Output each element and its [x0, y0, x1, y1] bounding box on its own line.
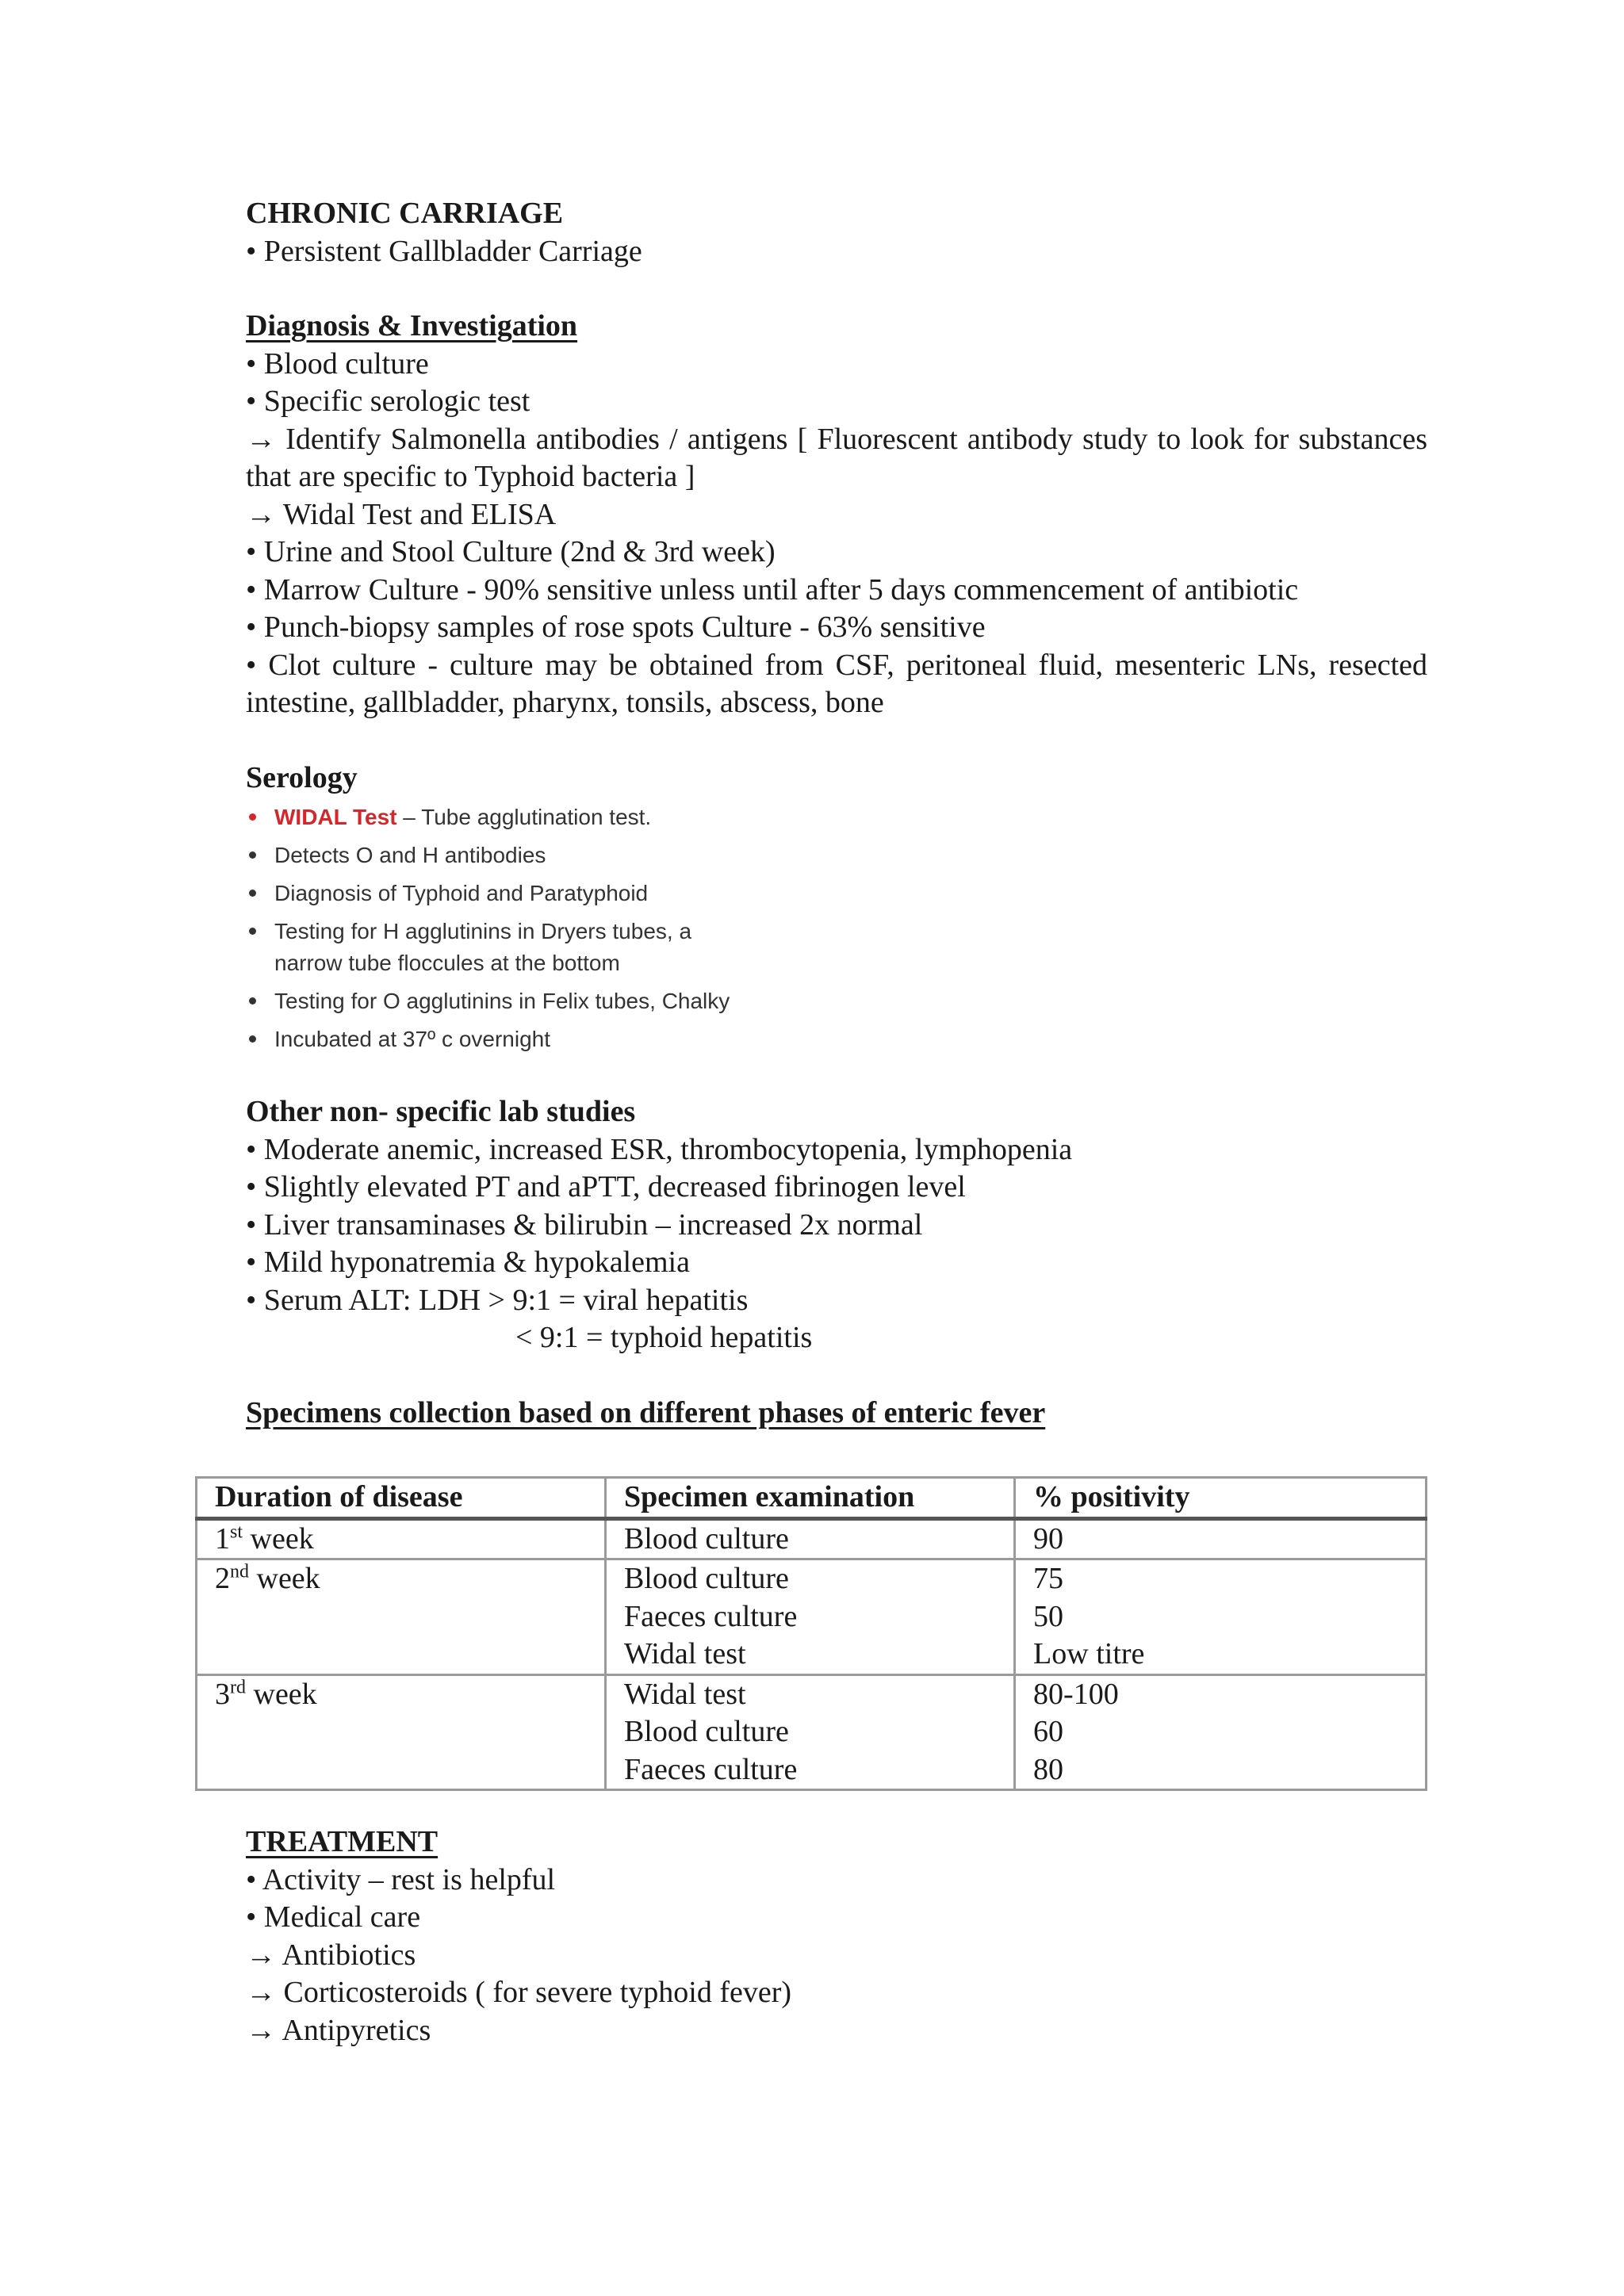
serology-heading: Serology — [246, 760, 358, 794]
widal-test-desc: – Tube agglutination test. — [396, 805, 652, 829]
other-line: • Serum ALT: LDH > 9:1 = viral hepatitis — [246, 1283, 749, 1317]
other-line: • Liver transaminases & bilirubin – increased 2x normal — [246, 1207, 923, 1242]
serology-item: Testing for H agglutinins in Dryers tubes, a narrow tube floccules at the bottom — [246, 916, 718, 979]
table-row — [197, 1674, 1427, 1790]
positivity-cell: 75 50 Low titre — [1015, 1559, 1427, 1675]
positivity-cell: 80-100 60 80 — [1015, 1674, 1427, 1790]
diagnosis-line: → Identify Salmonella antibodies / antigens [ Fluorescent antibody study to look for substances that are specific to Typhoid bacteria ] — [246, 422, 1427, 493]
serology-item: Diagnosis of Typhoid and Paratyphoid — [246, 878, 1427, 909]
specimen-cell: Blood culture — [605, 1518, 1014, 1559]
table-row — [197, 1518, 1427, 1559]
serology-list — [246, 802, 1427, 1055]
chronic-carriage-heading: CHRONIC CARRIAGE — [246, 197, 564, 230]
specimen-cell: Widal test Blood culture Faeces culture — [605, 1674, 1014, 1790]
diagnosis-line: • Clot culture - culture may be obtained from CSF, peritoneal fluid, mesenteric LNs, resected intestine, gallbladder, pharynx, tonsils, abscess, bone — [246, 648, 1427, 719]
specimen-cell: Blood culture Faeces culture Widal test — [605, 1559, 1014, 1675]
specimens-table-wrap — [195, 1476, 1427, 1791]
other-line: • Slightly elevated PT and aPTT, decreased fibrinogen level — [246, 1170, 966, 1203]
diagnosis-heading: Diagnosis & Investigation — [246, 309, 578, 342]
positivity-cell: 90 — [1015, 1518, 1427, 1559]
diagnosis-line: • Blood culture — [246, 346, 429, 381]
treatment-line: → Antipyretics — [246, 2013, 431, 2047]
diagnosis-line: • Urine and Stool Culture (2nd & 3rd week) — [246, 535, 776, 568]
treatment-line: → Antibiotics — [246, 1938, 416, 1972]
diagnosis-line: • Specific serologic test — [246, 385, 530, 418]
duration-cell: 3rd week — [197, 1674, 606, 1790]
column-header: % positivity — [1015, 1478, 1427, 1519]
widal-test-label: WIDAL Test — [274, 805, 397, 829]
treatment-line: → Corticosteroids ( for severe typhoid fever) — [246, 1976, 792, 2009]
diagnosis-line: • Marrow Culture - 90% sensitive unless until after 5 days commencement of antibiotic — [246, 572, 1299, 607]
other-line: • Moderate anemic, increased ESR, thrombocytopenia, lymphopenia — [246, 1132, 1073, 1166]
diagnosis-line: • Punch-biopsy samples of rose spots Culture - 63% sensitive — [246, 610, 986, 644]
treatment-line: • Medical care — [246, 1900, 421, 1934]
diagnosis-line: → Widal Test and ELISA — [246, 497, 557, 531]
treatment-section — [246, 1823, 1427, 2049]
serology-item: Incubated at 37º c overnight — [246, 1024, 1427, 1055]
table-header-row — [197, 1478, 1427, 1519]
chronic-item: • Persistent Gallbladder Carriage — [246, 234, 642, 268]
specimens-heading: Specimens collection based on different phases of enteric fever — [246, 1395, 1046, 1429]
other-line: • Mild hyponatremia & hypokalemia — [246, 1246, 690, 1279]
column-header: Specimen examination — [605, 1478, 1014, 1519]
treatment-heading: TREATMENT — [246, 1825, 439, 1858]
treatment-line: • Activity – rest is helpful — [246, 1862, 556, 1896]
other-line-continued: < 9:1 = typhoid hepatitis — [515, 1321, 813, 1354]
duration-cell: 2nd week — [197, 1559, 606, 1675]
upper-content — [246, 195, 1427, 1432]
other-studies-heading: Other non- specific lab studies — [246, 1095, 636, 1128]
column-header: Duration of disease — [197, 1478, 606, 1519]
duration-cell: 1st week — [197, 1518, 606, 1559]
serology-item: Testing for O agglutinins in Felix tubes, Chalky — [246, 985, 1427, 1017]
serology-item — [246, 802, 1427, 833]
serology-item: Detects O and H antibodies — [246, 840, 1427, 871]
table-row — [197, 1559, 1427, 1675]
specimens-table — [195, 1476, 1427, 1791]
